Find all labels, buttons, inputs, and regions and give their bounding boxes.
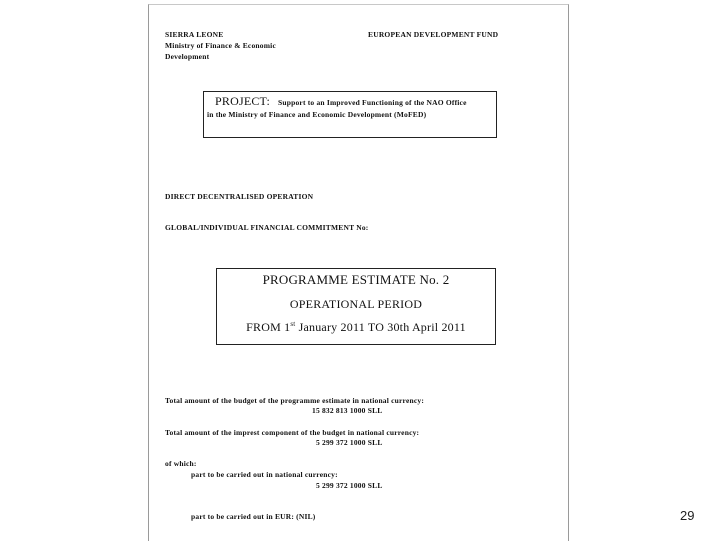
total-budget-value: 15 832 813 1000 SLL <box>312 406 383 415</box>
header-ministry: Ministry of Finance & Economic <box>165 41 276 50</box>
project-subtitle: in the Ministry of Finance and Economic Development (MoFED) <box>207 110 427 119</box>
national-currency-label: part to be carried out in national currency: <box>191 470 338 479</box>
of-which-label: of which: <box>165 459 197 468</box>
project-title: Support to an Improved Functioning of the NAO Office <box>278 98 467 107</box>
period-dates <box>216 320 496 335</box>
total-budget-label: Total amount of the budget of the programme estimate in national currency: <box>165 396 425 405</box>
slide-page-number: 29 <box>680 508 695 523</box>
period-end: January 2011 TO 30th April 2011 <box>295 320 466 334</box>
ordinal-suffix: st <box>290 320 296 328</box>
header-country: SIERRA LEONE <box>165 30 224 39</box>
header-fund: EUROPEAN DEVELOPMENT FUND <box>368 30 499 39</box>
eur-part-label: part to be carried out in EUR: (NIL) <box>191 512 316 521</box>
operation-type: DIRECT DECENTRALISED OPERATION <box>165 192 314 201</box>
commitment-number: GLOBAL/INDIVIDUAL FINANCIAL COMMITMENT No: <box>165 223 369 232</box>
project-label: PROJECT: <box>215 94 271 108</box>
imprest-value: 5 299 372 1000 SLL <box>316 438 383 447</box>
header-development: Development <box>165 52 210 61</box>
imprest-label: Total amount of the imprest component of the budget in national currency: <box>165 428 420 437</box>
operational-period: OPERATIONAL PERIOD <box>289 297 423 311</box>
period-start: FROM 1 <box>246 320 291 334</box>
estimate-title: PROGRAMME ESTIMATE No. 2 <box>262 272 450 287</box>
national-currency-value: 5 299 372 1000 SLL <box>316 481 383 490</box>
